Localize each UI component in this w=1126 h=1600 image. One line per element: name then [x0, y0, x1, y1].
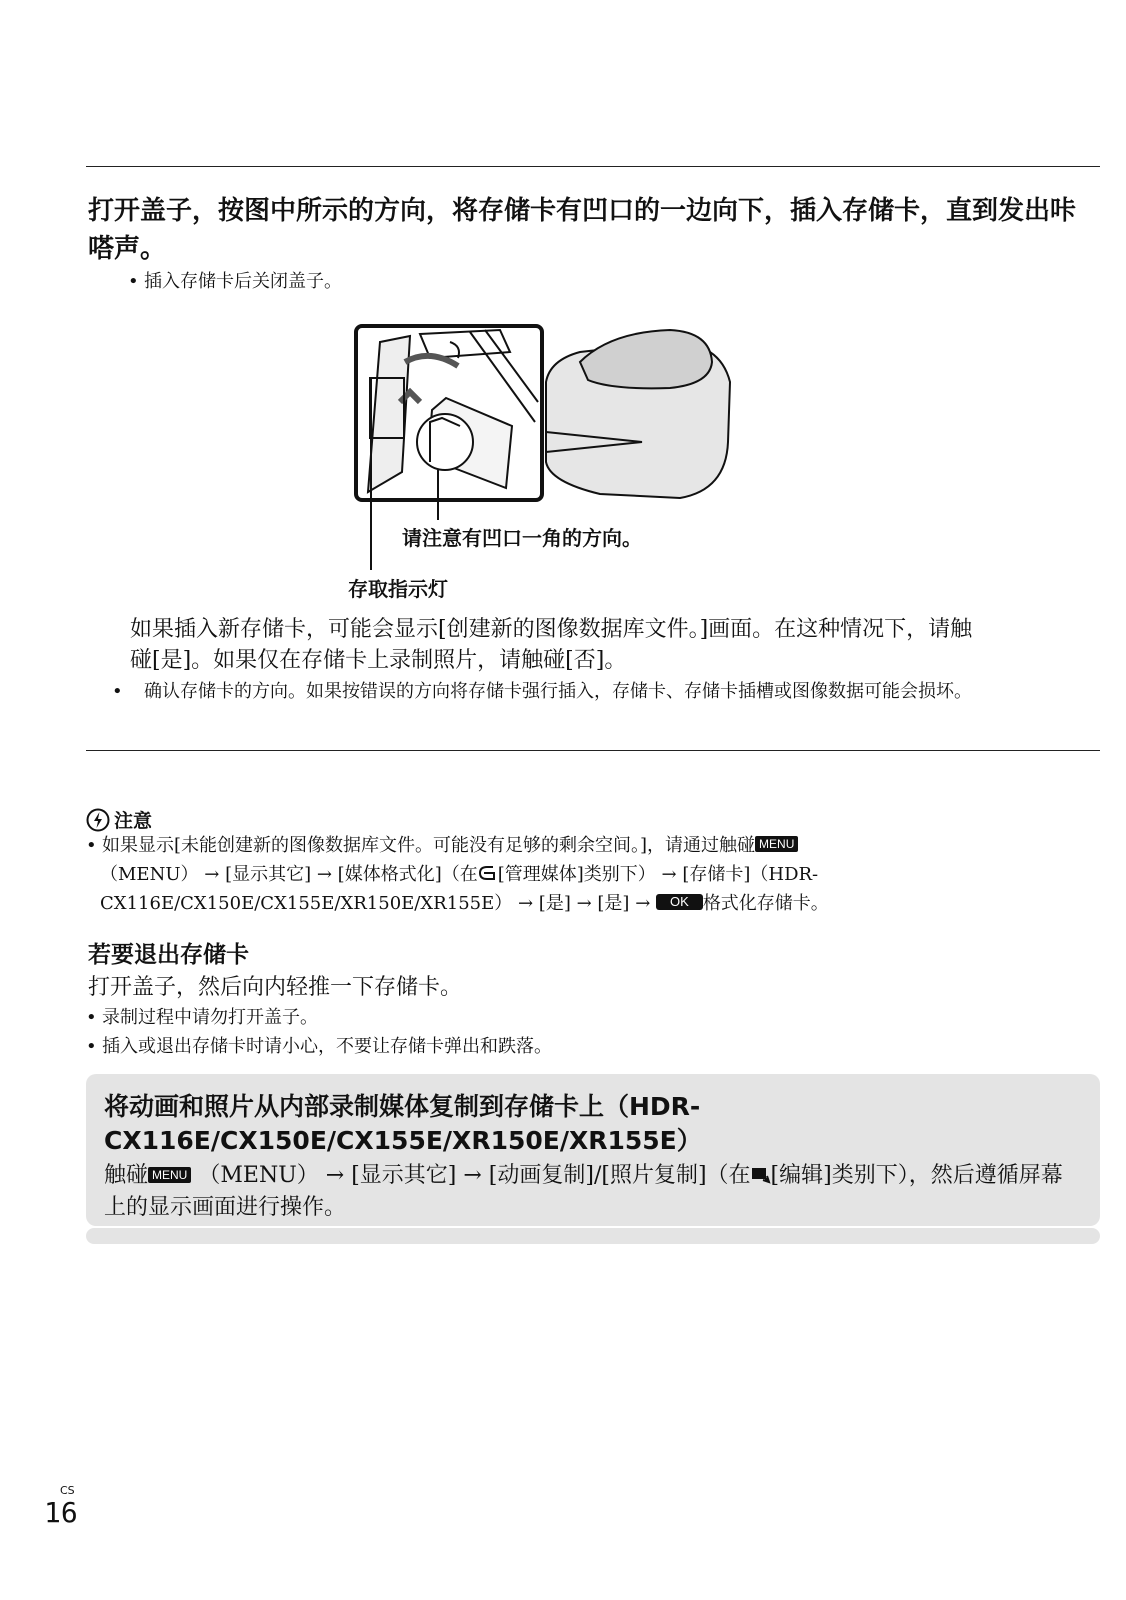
eject-heading: 若要退出存储卡	[88, 942, 249, 968]
top-rule	[86, 166, 1100, 167]
note-bullet	[86, 831, 986, 918]
eject-bullet-1: • 录制过程中请勿打开盖子。	[86, 1004, 318, 1031]
manage-media-icon	[478, 864, 498, 882]
arrow-icon: →	[576, 893, 592, 914]
ok-badge: OK	[656, 894, 703, 910]
arrow-icon: →	[635, 893, 651, 914]
page-number: 16	[44, 1496, 78, 1529]
bullet-card-direction: • 确认存储卡的方向。如果按错误的方向将存储卡强行插入，存储卡、存储卡插槽或图像数据可能会损坏。	[128, 678, 1004, 705]
note-line-1: • 如果显示[未能创建新的图像数据库文件。可能没有足够的剩余空间。]，请通过触碰 MENU	[86, 831, 986, 860]
note-line-2: （MENU） → [显示其它] → [媒体格式化]（在 [管理媒体]类别下） → [存储卡]（HDR-	[100, 864, 819, 885]
arrow-icon: →	[661, 864, 677, 885]
bullet-close-cover: • 插入存储卡后关闭盖子。	[128, 268, 342, 295]
camcorder-body	[546, 330, 730, 498]
copy-info-box-bar	[86, 1228, 1100, 1244]
bullet-dot: •	[86, 1036, 97, 1057]
card-insert-illustration	[350, 322, 740, 522]
note-line-3: CX116E/CX150E/CX155E/XR150E/XR155E） → [是] → [是] → OK 格式化存储卡。	[100, 893, 829, 914]
eject-text: 打开盖子，然后向内轻推一下存储卡。	[88, 975, 463, 1000]
arrow-icon: →	[463, 1163, 482, 1188]
caution-icon	[86, 808, 110, 832]
edit-icon	[751, 1166, 771, 1184]
bullet-dot: •	[86, 1007, 97, 1028]
step-heading: 打开盖子，按图中所示的方向，将存储卡有凹口的一边向下，插入存储卡，直到发出咔嗒声。	[88, 196, 1077, 264]
new-card-paragraph: 如果插入新存储卡，可能会显示[创建新的图像数据库文件。]画面。在这种情况下，请触碰[是]。如果仅在存储卡上录制照片，请触碰[否]。	[130, 617, 973, 673]
bullet-dot: •	[112, 681, 123, 702]
notch-callout-circle	[417, 414, 473, 470]
copy-box-text: 触碰 MENU （MENU） → [显示其它] → [动画复制]/[照片复制]（在 [编辑]类别下），然后遵循屏幕上的显示画面进行操作。	[104, 1163, 1063, 1220]
menu-badge: MENU	[755, 836, 798, 852]
eject-bullet-2: • 插入或退出存储卡时请小心，不要让存储卡弹出和跌落。	[86, 1033, 552, 1060]
bullet-dot: •	[86, 835, 97, 856]
arrow-icon: →	[316, 864, 332, 885]
arrow-icon: →	[517, 893, 534, 914]
arrow-icon: →	[204, 864, 220, 885]
mid-rule	[86, 750, 1100, 751]
copy-box-title: 将动画和照片从内部录制媒体复制到存储卡上（HDR-CX116E/CX150E/CX155E/XR150E/XR155E）	[104, 1092, 702, 1155]
note-heading: 注意	[86, 806, 152, 833]
bullet-dot: •	[128, 271, 139, 292]
language-code: CS	[60, 1484, 75, 1497]
lamp-caption: 存取指示灯	[348, 577, 448, 601]
arrow-icon: →	[325, 1163, 345, 1188]
lamp-leader-line	[370, 378, 372, 570]
notch-caption: 请注意有凹口一角的方向。	[402, 526, 642, 550]
menu-badge: MENU	[148, 1167, 191, 1183]
